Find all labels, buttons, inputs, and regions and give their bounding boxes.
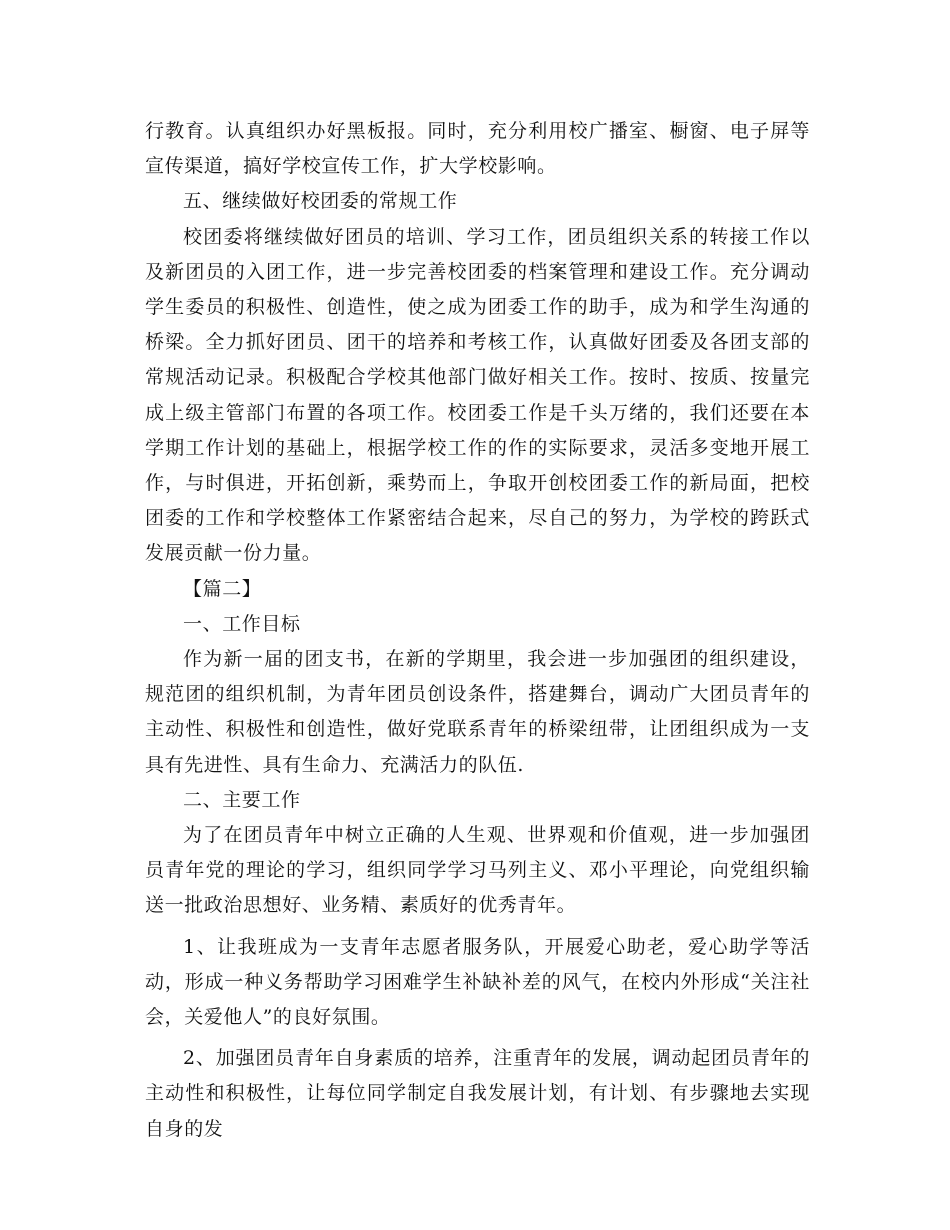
paragraph-main-work: 为了在团员青年中树立正确的人生观、世界观和价值观，进一步加强团员青年党的理论的学习，组织同学学习马列主义、邓小平理论，向党组织输送一批政治思想好、业务精、素质好的优秀青年。 [145, 824, 810, 917]
paragraph-goal: 作为新一届的团支书，在新的学期里，我会进一步加强团的组织建设，规范团的组织机制，为青年团员创设条件，搭建舞台，调动广大团员青年的主动性、积极性和创造性，做好党联系青年的桥梁纽带，让团组织成为一支具有先进性、具有生命力、充满活力的队伍. [145, 648, 810, 776]
paragraph-item-two: 2、加强团员青年自身素质的培养，注重青年的发展，调动起团员青年的主动性和积极性，让每位同学制定自我发展计划，有计划、有步骤地去实现自身的发 [145, 1047, 810, 1140]
part-two-heading: 【篇二】 [183, 577, 262, 600]
section-heading-main-work: 二、主要工作 [183, 788, 301, 811]
paragraph-league-routine: 校团委将继续做好团员的培训、学习工作，团员组织关系的转接工作以及新团员的入团工作，进一步完善校团委的档案管理和建设工作。充分调动学生委员的积极性、创造性，使之成为团委工作的助手，成为和学生沟通的桥梁。全力抓好团员、团干的培养和考核工作，认真做好团委及各团支部的常规活动记录。积极配合学校其他部门做好相关工作。按时、按质、按量完成上级主管部门布置的各项工作。校团委工作是千头万绪的，我们还要在本学期工作计划的基础上，根据学校工作的作的实际要求，灵活多变地开展工作，与时俱进，开拓创新，乘势而上，争取开创校团委工作的新局面，把校团委的工作和学校整体工作紧密结合起来，尽自己的努力，为学校的跨跃式发展贡献一份力量。 [145, 225, 810, 565]
paragraph-continuation: 行教育。认真组织办好黑板报。同时，充分利用校广播室、橱窗、电子屏等宣传渠道，搞好学校宣传工作，扩大学校影响。 [145, 120, 810, 178]
section-heading-goal: 一、工作目标 [183, 612, 301, 635]
section-heading-five: 五、继续做好校团委的常规工作 [183, 190, 458, 213]
paragraph-item-one: 1、让我班成为一支青年志愿者服务队，开展爱心助老，爱心助学等活动，形成一种义务帮助学习困难学生补缺补差的风气，在校内外形成“关注社会，关爱他人”的良好氛围。 [145, 935, 810, 1029]
document-body [145, 114, 810, 1147]
